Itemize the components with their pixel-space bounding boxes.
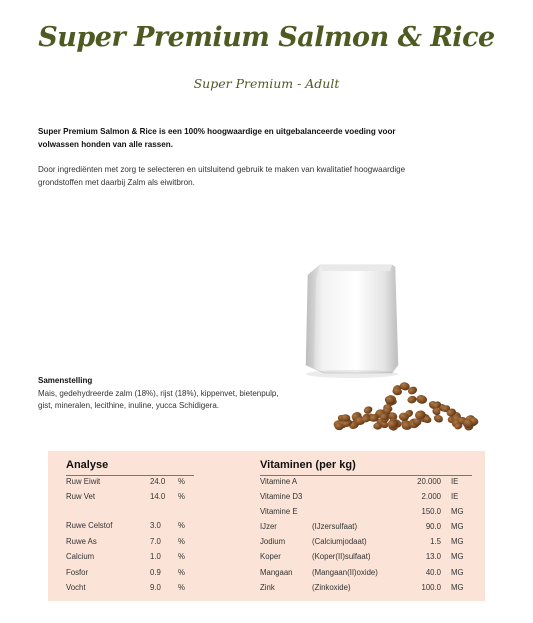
analyse-row: [66, 582, 196, 594]
analyse-unit: %: [178, 477, 185, 486]
analyse-name: Ruwe As: [66, 537, 97, 546]
vitamin-name: Koper: [260, 552, 281, 561]
vitamin-unit: MG: [451, 568, 464, 577]
analyse-name: Ruw Vet: [66, 492, 96, 501]
vitamin-unit: MG: [451, 507, 464, 516]
vitamin-name: Vitamine E: [260, 507, 298, 516]
analyse-title: Analyse: [66, 459, 109, 471]
vitamin-row: [260, 536, 475, 548]
vitamin-row: [260, 551, 475, 563]
analyse-unit: %: [178, 583, 185, 592]
vitamin-unit: MG: [451, 537, 464, 546]
vitamin-name: Jodium: [260, 537, 286, 546]
vitamin-source: (Koper(II)sulfaat): [312, 552, 371, 561]
vitamin-row: [260, 506, 475, 518]
analyse-row: [66, 520, 196, 532]
analyse-name: Vocht: [66, 583, 86, 592]
vitamin-row: [260, 491, 475, 503]
analyse-value: 3.0: [150, 521, 161, 530]
analyse-value: 0.9: [150, 568, 161, 577]
vitamin-row: [260, 476, 475, 488]
vitamin-value: 40.0: [425, 568, 441, 577]
vitamin-unit: MG: [451, 583, 464, 592]
vitamin-source: (Mangaan(II)oxide): [312, 568, 378, 577]
page-title: Super Premium Salmon & Rice: [38, 22, 495, 53]
product-image: [280, 255, 485, 440]
composition-heading: Samenstelling: [38, 376, 93, 385]
vitamin-value: 13.0: [425, 552, 441, 561]
vitamin-source: (IJzersulfaat): [312, 522, 358, 531]
analyse-row: [66, 567, 196, 579]
page-subtitle: Super Premium - Adult: [193, 76, 340, 91]
analyse-unit: %: [178, 492, 185, 501]
vitamin-value: 150.0: [421, 507, 441, 516]
vitamin-unit: MG: [451, 552, 464, 561]
vitamin-unit: MG: [451, 522, 464, 531]
vitamins-title: Vitaminen (per kg): [260, 459, 356, 471]
vitamin-row: [260, 567, 475, 579]
analyse-unit: %: [178, 552, 185, 561]
vitamin-source: (Zinkoxide): [312, 583, 351, 592]
analyse-row: [66, 536, 196, 548]
analyse-row: [66, 551, 196, 563]
vitamin-value: 100.0: [421, 583, 441, 592]
nutrition-panel: [48, 451, 485, 601]
analyse-row: [66, 491, 196, 503]
kibble-pile-icon: [333, 381, 479, 431]
analyse-row: [66, 476, 196, 488]
intro-paragraph: Door ingrediënten met zorg te selecteren en uitsluitend gebruik te maken van kwalitatief hoogwaardige grondstoffen met daarbij Zalm als eiwitbron.: [38, 165, 406, 187]
analyse-value: 24.0: [150, 477, 166, 486]
vitamin-name: Mangaan: [260, 568, 293, 577]
vitamin-value: 90.0: [425, 522, 441, 531]
vitamin-unit: IE: [451, 477, 459, 486]
vitamin-name: Vitamine D3: [260, 492, 303, 501]
analyse-unit: %: [178, 568, 185, 577]
analyse-value: 7.0: [150, 537, 161, 546]
vitamin-value: 20.000: [417, 477, 441, 486]
analyse-unit: %: [178, 537, 185, 546]
intro-bold-paragraph: Super Premium Salmon & Rice is een 100% hoogwaardige en uitgebalanceerde voeding voor volwassen honden van alle rassen.: [38, 127, 396, 149]
vitamin-unit: IE: [451, 492, 459, 501]
vitamin-value: 2.000: [421, 492, 441, 501]
analyse-value: 9.0: [150, 583, 161, 592]
vitamin-source: (Calciumjodaat): [312, 537, 367, 546]
vitamin-name: Vitamine A: [260, 477, 298, 486]
analyse-unit: %: [178, 521, 185, 530]
analyse-name: Calcium: [66, 552, 95, 561]
vitamin-name: IJzer: [260, 522, 277, 531]
vitamin-row: [260, 582, 475, 594]
vitamin-name: Zink: [260, 583, 275, 592]
vitamin-row: [260, 521, 475, 533]
analyse-name: Ruw Eiwit: [66, 477, 101, 486]
analyse-name: Ruwe Celstof: [66, 521, 113, 530]
analyse-value: 14.0: [150, 492, 166, 501]
analyse-value: 1.0: [150, 552, 161, 561]
composition-block: [38, 375, 288, 413]
bag-icon: [306, 265, 398, 378]
vitamin-value: 1.5: [430, 537, 441, 546]
analyse-name: Fosfor: [66, 568, 89, 577]
composition-text: Mais, gedehydreerde zalm (18%), rijst (18%), kippenvet, bietenpulp, gist, mineralen, lecithine, inuline, yucca Schidigera.: [38, 388, 279, 410]
